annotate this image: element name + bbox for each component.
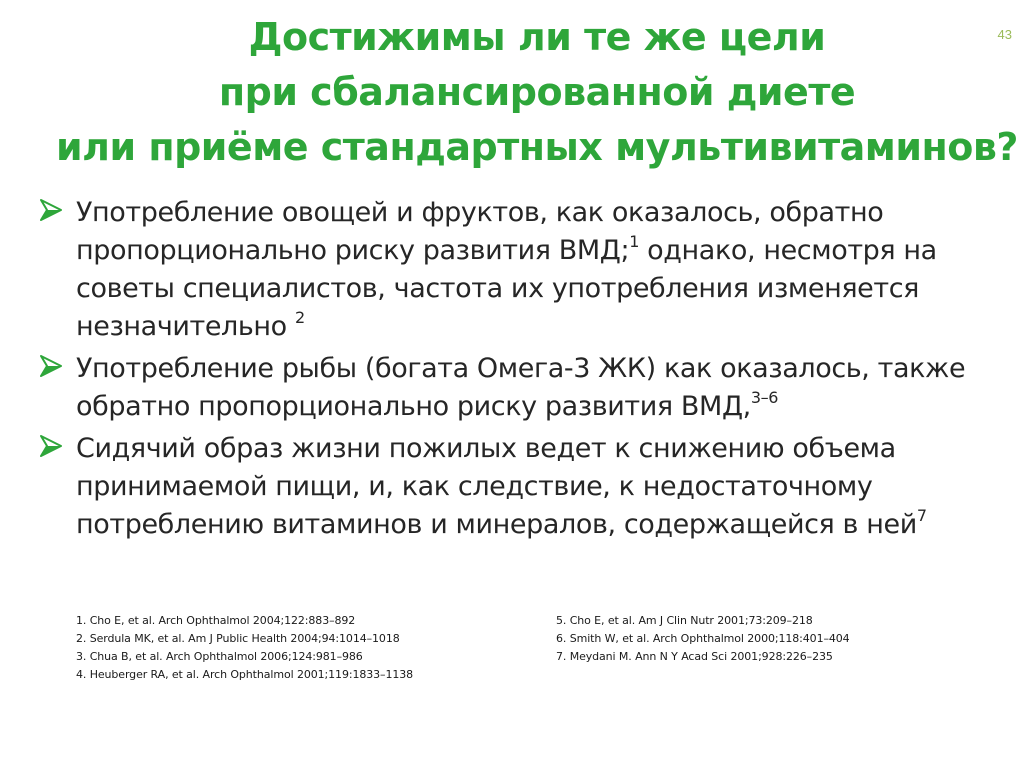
- bullet-text-run: Употребление овощей и фруктов, как оказалось, обратно пропорционально риску развития ВМД;: [76, 197, 884, 266]
- slide-title: [0, 10, 1024, 175]
- references-left: [76, 612, 496, 684]
- bullet-text: [76, 353, 965, 422]
- citation-superscript: 7: [916, 506, 927, 525]
- reference-item: 1. Cho E, et al. Arch Ophthalmol 2004;122:883–892: [76, 614, 356, 627]
- reference-item: 2. Serdula MK, et al. Am J Public Health 2004;94:1014–1018: [76, 632, 400, 645]
- bullet-text: [76, 197, 937, 342]
- citation-superscript: 3–6: [750, 388, 778, 407]
- bullet-text: [76, 433, 927, 540]
- title-line-2: при сбалансированной диете: [218, 70, 856, 114]
- bullet-item: [38, 194, 998, 346]
- bullet-item: [38, 430, 998, 544]
- reference-item: 5. Cho E, et al. Am J Clin Nutr 2001;73:209–218: [556, 614, 813, 627]
- bullet-list: [38, 194, 998, 548]
- bullet-text-run: однако, несмотря на советы специалистов, частота их употребления изменяется незначительно: [76, 235, 937, 342]
- title-line-3: или приёме стандартных мультивитаминов?: [56, 125, 1018, 169]
- reference-item: 7. Meydani M. Ann N Y Acad Sci 2001;928:226–235: [556, 650, 833, 663]
- arrow-bullet-icon: [38, 353, 64, 379]
- reference-item: 3. Chua B, et al. Arch Ophthalmol 2006;124:981–986: [76, 650, 363, 663]
- reference-item: 4. Heuberger RA, et al. Arch Ophthalmol 2001;119:1833–1138: [76, 668, 414, 681]
- bullet-text-run: Употребление рыбы (богата Омега-3 ЖК) как оказалось, также обратно пропорционально риску развития ВМД,: [76, 353, 966, 422]
- bullet-item: [38, 350, 998, 426]
- arrow-bullet-icon: [38, 197, 64, 223]
- citation-superscript: 2: [294, 308, 305, 327]
- slide-number: 43: [997, 27, 1012, 42]
- citation-superscript: 1: [629, 232, 639, 251]
- bullet-text-run: Сидячий образ жизни пожилых ведет к снижению объема принимаемой пищи, и, как следствие, к недостаточному потреблению витаминов и минералов, содержащейся в ней: [76, 433, 917, 540]
- reference-item: 6. Smith W, et al. Arch Ophthalmol 2000;118:401–404: [556, 632, 850, 645]
- title-line-1: Достижимы ли те же цели: [248, 15, 826, 59]
- references-right: [556, 612, 996, 666]
- arrow-bullet-icon: [38, 433, 64, 459]
